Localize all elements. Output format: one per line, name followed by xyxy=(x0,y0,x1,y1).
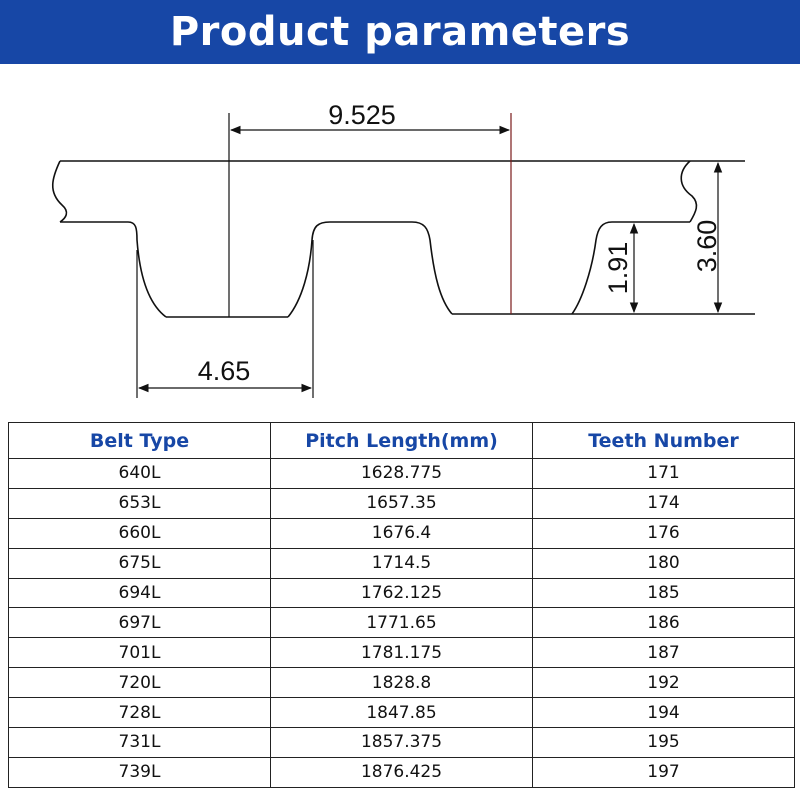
teeth-number-cell: 192 xyxy=(533,668,795,698)
table-row xyxy=(9,548,795,578)
table-row xyxy=(9,698,795,728)
pitch-length-cell: 1781.175 xyxy=(271,638,533,668)
table-row xyxy=(9,459,795,489)
table-row xyxy=(9,518,795,548)
pitch-length-cell: 1847.85 xyxy=(271,698,533,728)
pitch-label: 9.525 xyxy=(328,100,396,130)
header-pitch-length: Pitch Length(mm) xyxy=(271,423,533,459)
pitch-length-cell: 1828.8 xyxy=(271,668,533,698)
table-row xyxy=(9,608,795,638)
teeth-number-cell: 176 xyxy=(533,518,795,548)
pitch-length-cell: 1771.65 xyxy=(271,608,533,638)
belt-type-cell: 640L xyxy=(9,459,271,489)
belt-type-cell: 739L xyxy=(9,757,271,787)
teeth-number-cell: 186 xyxy=(533,608,795,638)
belt-type-cell: 660L xyxy=(9,518,271,548)
pitch-length-cell: 1857.375 xyxy=(271,728,533,758)
header-belt-type: Belt Type xyxy=(9,423,271,459)
tooth-height-label: 1.91 xyxy=(603,241,633,295)
teeth-number-cell: 187 xyxy=(533,638,795,668)
teeth-number-cell: 171 xyxy=(533,459,795,489)
header-teeth-number: Teeth Number xyxy=(533,423,795,459)
belt-type-cell: 701L xyxy=(9,638,271,668)
belt-profile-diagram xyxy=(0,64,800,420)
teeth-number-cell: 180 xyxy=(533,548,795,578)
belt-type-cell: 728L xyxy=(9,698,271,728)
pitch-length-cell: 1628.775 xyxy=(271,459,533,489)
table-row xyxy=(9,488,795,518)
title-banner xyxy=(0,0,800,64)
pitch-length-cell: 1762.125 xyxy=(271,578,533,608)
belt-type-cell: 675L xyxy=(9,548,271,578)
teeth-number-cell: 174 xyxy=(533,488,795,518)
belt-type-cell: 731L xyxy=(9,728,271,758)
belt-type-cell: 653L xyxy=(9,488,271,518)
table-row xyxy=(9,668,795,698)
pitch-length-cell: 1676.4 xyxy=(271,518,533,548)
pitch-length-cell: 1714.5 xyxy=(271,548,533,578)
teeth-number-cell: 197 xyxy=(533,757,795,787)
table-row xyxy=(9,728,795,758)
table-row xyxy=(9,578,795,608)
parameters-table xyxy=(8,422,795,788)
table-row xyxy=(9,757,795,787)
teeth-number-cell: 195 xyxy=(533,728,795,758)
page-title: Product parameters xyxy=(169,9,631,55)
belt-type-cell: 694L xyxy=(9,578,271,608)
tooth-width-label: 4.65 xyxy=(197,356,251,386)
teeth-number-cell: 194 xyxy=(533,698,795,728)
belt-type-cell: 720L xyxy=(9,668,271,698)
belt-type-cell: 697L xyxy=(9,608,271,638)
teeth-number-cell: 185 xyxy=(533,578,795,608)
belt-outline xyxy=(53,161,755,317)
total-height-label: 3.60 xyxy=(692,219,722,273)
table-row xyxy=(9,638,795,668)
pitch-length-cell: 1876.425 xyxy=(271,757,533,787)
table-header-row xyxy=(9,423,795,459)
pitch-length-cell: 1657.35 xyxy=(271,488,533,518)
